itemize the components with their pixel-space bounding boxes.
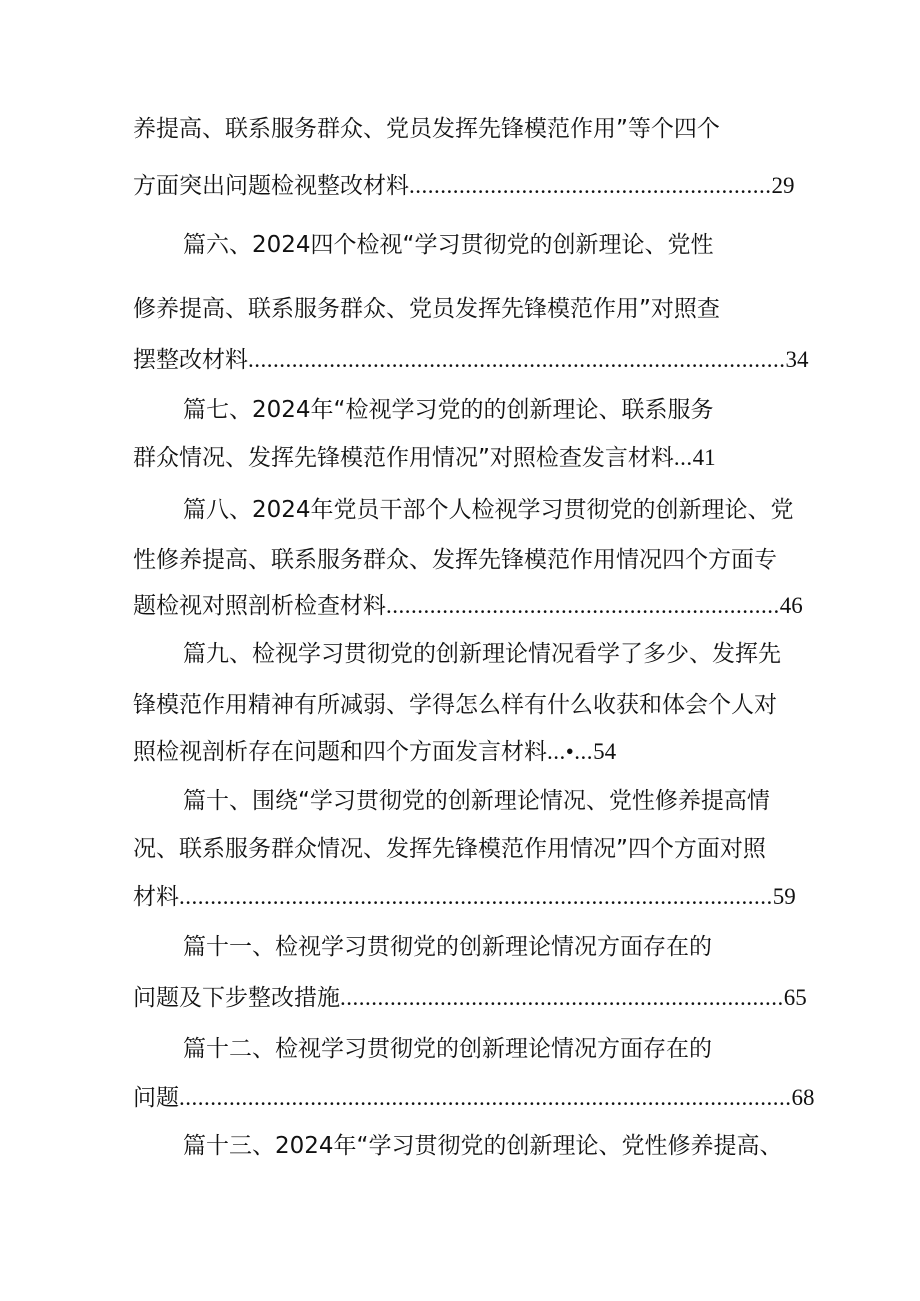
toc-line [133, 292, 720, 326]
toc-text: 养提高、联系服务群众、党员发挥先锋模范作用”等个四个 [133, 116, 720, 142]
toc-text: 问题及下步整改措施 [133, 985, 340, 1011]
toc-line [133, 832, 766, 866]
toc-line [183, 393, 713, 427]
toc-page-number: 54 [593, 739, 617, 764]
toc-text: 篇十三、2024年“学习贯彻党的创新理论、党性修养提高、 [183, 1133, 783, 1159]
toc-leader: ............................................................................................... [179, 884, 773, 909]
toc-line [183, 784, 770, 818]
toc-page-number: 41 [692, 445, 716, 470]
toc-leader: ...................................................................................... [248, 347, 786, 372]
toc-text: 修养提高、联系服务群众、党员发挥先锋模范作用”对照查 [133, 296, 720, 322]
toc-line [133, 343, 809, 377]
toc-line [183, 493, 794, 527]
toc-text: 材料 [133, 884, 179, 910]
toc-line [183, 930, 712, 964]
toc-text: 篇七、2024年“检视学习党的的创新理论、联系服务 [183, 397, 714, 423]
toc-text: 方面突出问题检视整改材料 [133, 173, 409, 199]
toc-line [133, 735, 616, 769]
toc-text: 篇六、2024四个检视“学习贯彻党的创新理论、党性 [183, 232, 714, 258]
toc-text: 篇九、检视学习贯彻党的创新理论情况看学了多少、发挥先 [183, 641, 781, 667]
toc-line [133, 880, 796, 914]
toc-page-number: 68 [791, 1085, 815, 1110]
toc-page-number: 29 [771, 173, 795, 198]
toc-text: 况、联系服务群众情况、发挥先锋模范作用情况”四个方面对照 [133, 836, 766, 862]
toc-page-number: 59 [772, 884, 796, 909]
toc-text: 摆整改材料 [133, 347, 248, 373]
toc-line [133, 981, 807, 1015]
toc-leader: .................................................................................................. [179, 1085, 792, 1110]
toc-leader: ....................................................................... [340, 985, 784, 1010]
toc-line [183, 1129, 782, 1163]
toc-text: 照检视剖析存在问题和四个方面发言材料 [133, 739, 547, 765]
toc-text: 锋模范作用精神有所减弱、学得怎么样有什么收获和体会个人对 [133, 692, 777, 718]
toc-line [183, 1032, 712, 1066]
toc-text: 篇十一、检视学习贯彻党的创新理论情况方面存在的 [183, 934, 712, 960]
toc-line [133, 1081, 815, 1115]
toc-line [183, 228, 713, 262]
toc-page-number: 46 [779, 593, 803, 618]
toc-text: 篇八、2024年党员干部个人检视学习贯彻党的创新理论、党 [183, 497, 794, 523]
toc-line [183, 637, 781, 671]
toc-line [133, 543, 777, 577]
toc-text: 篇十二、检视学习贯彻党的创新理论情况方面存在的 [183, 1036, 712, 1062]
toc-text: 题检视对照剖析检查材料 [133, 593, 386, 619]
toc-text: 性修养提高、联系服务群众、发挥先锋模范作用情况四个方面专 [133, 547, 777, 573]
toc-text: 问题 [133, 1085, 179, 1111]
toc-text: 群众情况、发挥先锋模范作用情况”对照检查发言材料 [133, 445, 674, 471]
toc-page-number: 65 [783, 985, 807, 1010]
toc-text: 篇十、围绕“学习贯彻党的创新理论情况、党性修养提高情 [183, 788, 770, 814]
toc-leader: ............................................................... [386, 593, 780, 618]
toc-page-number: 34 [785, 347, 809, 372]
toc-line [133, 589, 803, 623]
toc-line [133, 169, 795, 203]
toc-leader: ...•... [547, 739, 594, 764]
toc-leader: ... [673, 445, 693, 470]
toc-line [133, 112, 720, 146]
toc-line [133, 688, 777, 722]
toc-line [133, 441, 716, 475]
toc-leader: .......................................................... [409, 173, 772, 198]
